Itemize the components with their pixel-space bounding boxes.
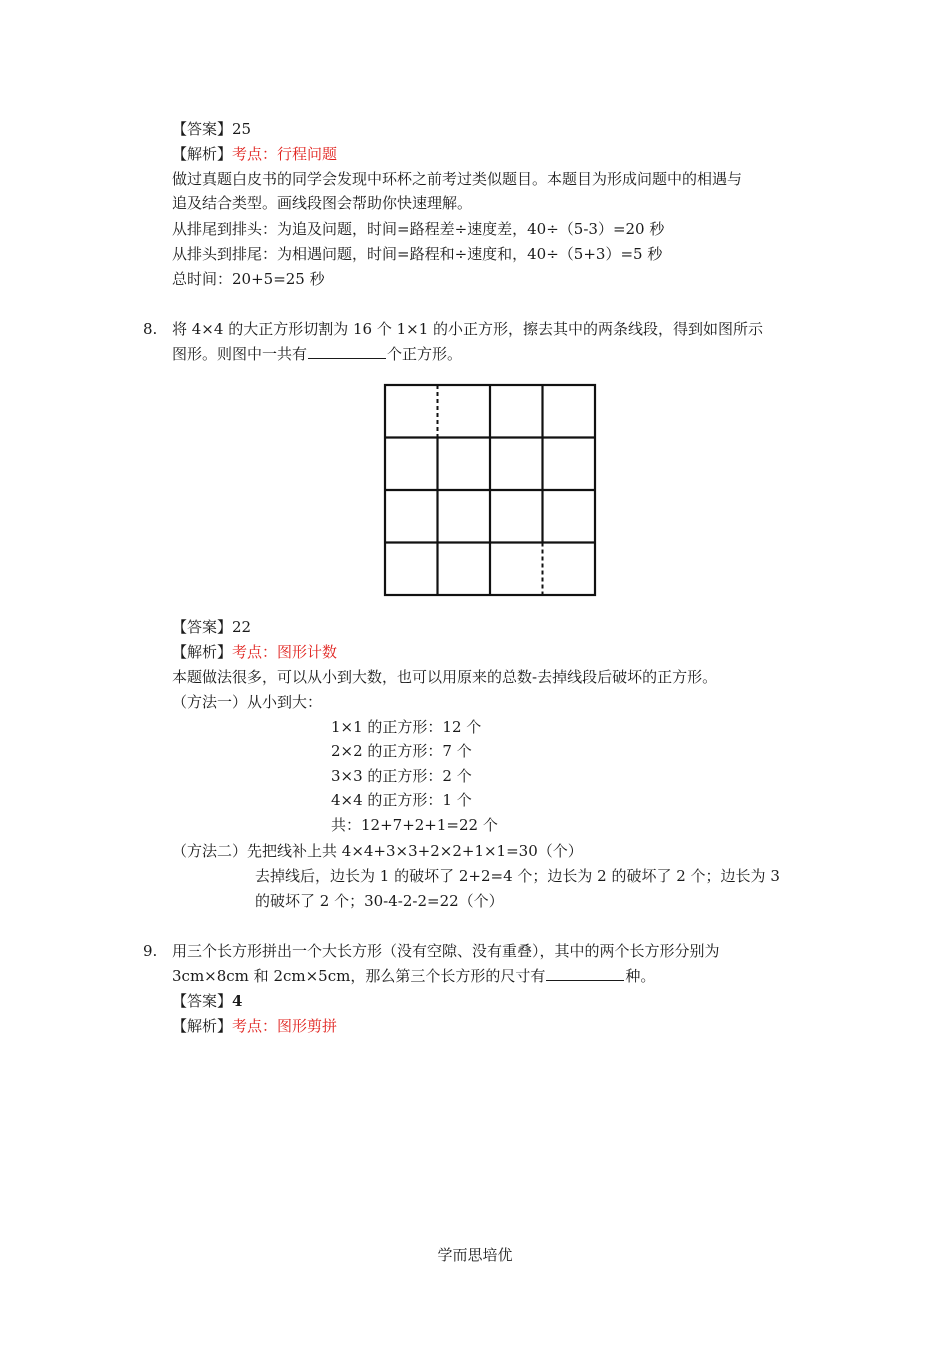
topic-value: 图形计数 (277, 643, 338, 661)
q9-number: 9. (143, 942, 158, 960)
q8-question-line-1: 将 4×4 的大正方形切割为 16 个 1×1 的小正方形，擦去其中的两条线段，得到如图所示 (172, 320, 764, 338)
q7-paragraph-2: 追及结合类型。画线段图会帮助你快速理解。 (172, 194, 473, 212)
topic-value: 行程问题 (277, 145, 338, 163)
grid-figure (383, 383, 597, 597)
analysis-label: 【解析】 (172, 1017, 233, 1035)
q7-total-line: 总时间：20+5=25 秒 (172, 270, 325, 288)
answer-label: 【答案】 (172, 992, 233, 1010)
analysis-label: 【解析】 (172, 145, 233, 163)
answer-value: 25 (232, 120, 252, 138)
analysis-label: 【解析】 (172, 643, 233, 661)
answer-label: 【答案】 (172, 120, 233, 138)
q8-method2-line-3: 的破坏了 2 个；30-4-2-2=22（个） (255, 892, 504, 910)
method1-total: 共：12+7+2+1=22 个 (331, 816, 498, 834)
q8-method2-line-1: （方法二）先把线补上共 4×4+3×3+2×2+1×1=30（个） (172, 842, 583, 860)
q9-analysis-line (172, 1016, 337, 1036)
topic-label: 考点： (232, 1017, 278, 1035)
q8-method2-line-2: 去掉线后，边长为 1 的破坏了 2+2=4 个；边长为 2 的破坏了 2 个；边长为 3 (255, 867, 780, 885)
answer-value: 22 (232, 618, 252, 636)
page-footer: 学而思培优 (437, 1246, 513, 1264)
q7-analysis-line (172, 144, 337, 164)
q8-analysis-line (172, 642, 337, 662)
q9-question-pre: 3cm×8cm 和 2cm×5cm，那么第三个长方形的尺寸有 (172, 967, 546, 985)
q9-answer-line (172, 991, 242, 1011)
q7-paragraph-1: 做过真题白皮书的同学会发现中环杯之前考过类似题目。本题目为形成问题中的相遇与 (172, 170, 743, 188)
answer-blank (308, 344, 386, 359)
q7-answer-line (172, 119, 251, 139)
answer-blank (546, 966, 624, 981)
q8-number: 8. (143, 320, 158, 338)
topic-value: 图形剪拼 (277, 1017, 338, 1035)
method1-item: 4×4 的正方形：1 个 (331, 791, 472, 809)
q9-question-line-1: 用三个长方形拼出一个大长方形（没有空隙、没有重叠），其中的两个长方形分别为 (172, 942, 720, 960)
q8-intro: 本题做法很多，可以从小到大数，也可以用原来的总数-去掉线段后破坏的正方形。 (172, 668, 718, 686)
method1-item: 3×3 的正方形：2 个 (331, 767, 472, 785)
q8-answer-line (172, 617, 251, 637)
method1-item: 1×1 的正方形：12 个 (331, 718, 482, 736)
q9-question-line-2 (172, 966, 655, 986)
topic-label: 考点： (232, 145, 278, 163)
q8-question-post: 个正方形。 (387, 345, 463, 363)
q8-question-pre: 图形。则图中一共有 (172, 345, 308, 363)
topic-label: 考点： (232, 643, 278, 661)
q8-question-line-2 (172, 344, 462, 364)
answer-label: 【答案】 (172, 618, 233, 636)
answer-value: 4 (232, 992, 243, 1010)
q9-question-post: 种。 (625, 967, 656, 985)
q7-meet-line: 从排头到排尾：为相遇问题，时间=路程和÷速度和，40÷（5+3）=5 秒 (172, 245, 663, 263)
q8-method1-label: （方法一）从小到大： (172, 693, 323, 711)
method1-item: 2×2 的正方形：7 个 (331, 742, 472, 760)
q7-chase-line: 从排尾到排头：为追及问题，时间=路程差÷速度差，40÷（5-3）=20 秒 (172, 220, 665, 238)
